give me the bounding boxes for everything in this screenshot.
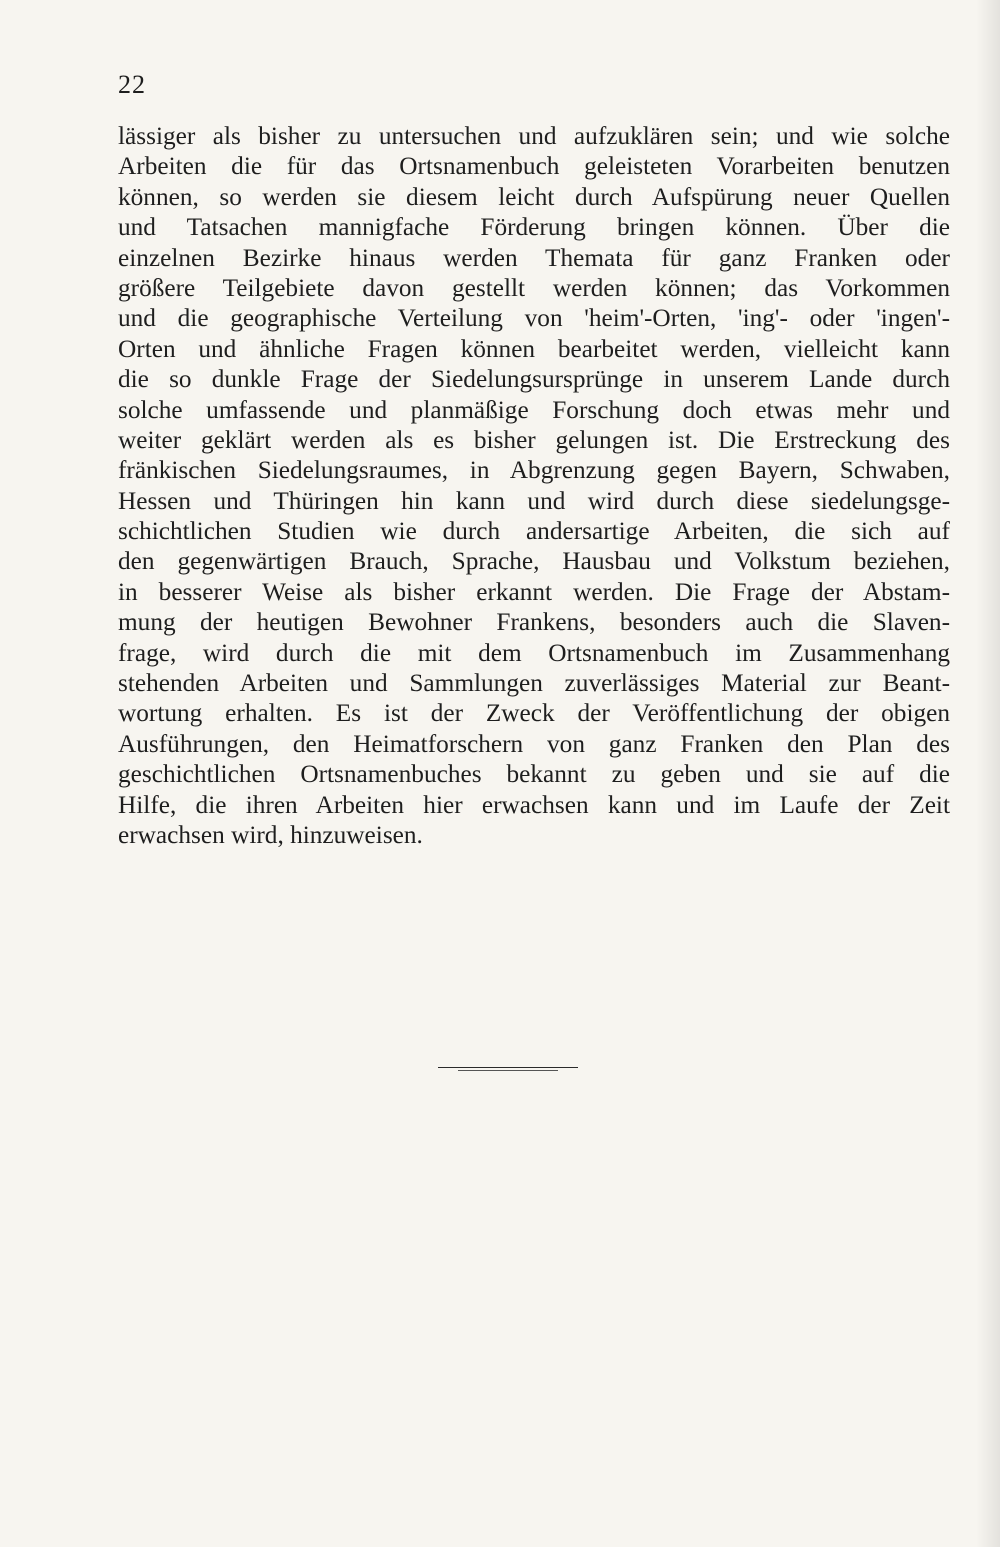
- text-line: die so dunkle Frage der Siedelungsursprünge in unserem Lande durch: [118, 365, 950, 394]
- text-line: mung der heutigen Bewohner Frankens, besonders auch die Slaven-: [118, 608, 950, 637]
- text-line: können, so werden sie diesem leicht durch Aufspürung neuer Quellen: [118, 182, 950, 211]
- body-paragraph: [118, 121, 950, 850]
- text-line: in besserer Weise als bisher erkannt werden. Die Frage der Abstam-: [118, 577, 950, 606]
- section-end-rule: [438, 1067, 578, 1068]
- text-line: wortung erhalten. Es ist der Zweck der Veröffentlichung der obigen: [118, 699, 950, 728]
- text-line: Ausführungen, den Heimatforschern von ganz Franken den Plan des: [118, 729, 950, 758]
- text-line: solche umfassende und planmäßige Forschung doch etwas mehr und: [118, 395, 950, 424]
- text-line: einzelnen Bezirke hinaus werden Themata für ganz Franken oder: [118, 243, 950, 272]
- text-line: erwachsen wird, hinzuweisen.: [118, 820, 423, 849]
- text-line: geschichtlichen Ortsnamenbuches bekannt zu geben und sie auf die: [118, 760, 950, 789]
- page-number: 22: [118, 70, 146, 99]
- text-line: Arbeiten die für das Ortsnamenbuch geleisteten Vorarbeiten benutzen: [118, 152, 950, 181]
- text-line: größere Teilgebiete davon gestellt werden können; das Vorkommen: [118, 273, 950, 302]
- text-line: Hessen und Thüringen hin kann und wird durch diese siedelungsge-: [118, 486, 950, 515]
- text-line: lässiger als bisher zu untersuchen und aufzuklären sein; und wie solche: [118, 122, 950, 150]
- text-line: frage, wird durch die mit dem Ortsnamenbuch im Zusammenhang: [118, 638, 950, 667]
- text-line: und die geographische Verteilung von 'heim'-Orten, 'ing'- oder 'ingen'-: [118, 304, 950, 333]
- text-line: den gegenwärtigen Brauch, Sprache, Hausbau und Volkstum beziehen,: [118, 547, 950, 576]
- text-line: stehenden Arbeiten und Sammlungen zuverlässiges Material zur Beant-: [118, 669, 950, 698]
- text-line: weiter geklärt werden als es bisher gelungen ist. Die Erstreckung des: [118, 425, 950, 454]
- page-edge-shadow: [976, 0, 1000, 1547]
- text-line: schichtlichen Studien wie durch andersartige Arbeiten, die sich auf: [118, 517, 950, 546]
- text-line: Hilfe, die ihren Arbeiten hier erwachsen kann und im Laufe der Zeit: [118, 790, 950, 819]
- text-line: Orten und ähnliche Fragen können bearbeitet werden, vielleicht kann: [118, 334, 950, 363]
- text-line: und Tatsachen mannigfache Förderung bringen können. Über die: [118, 213, 950, 242]
- text-line: fränkischen Siedelungsraumes, in Abgrenzung gegen Bayern, Schwaben,: [118, 456, 950, 485]
